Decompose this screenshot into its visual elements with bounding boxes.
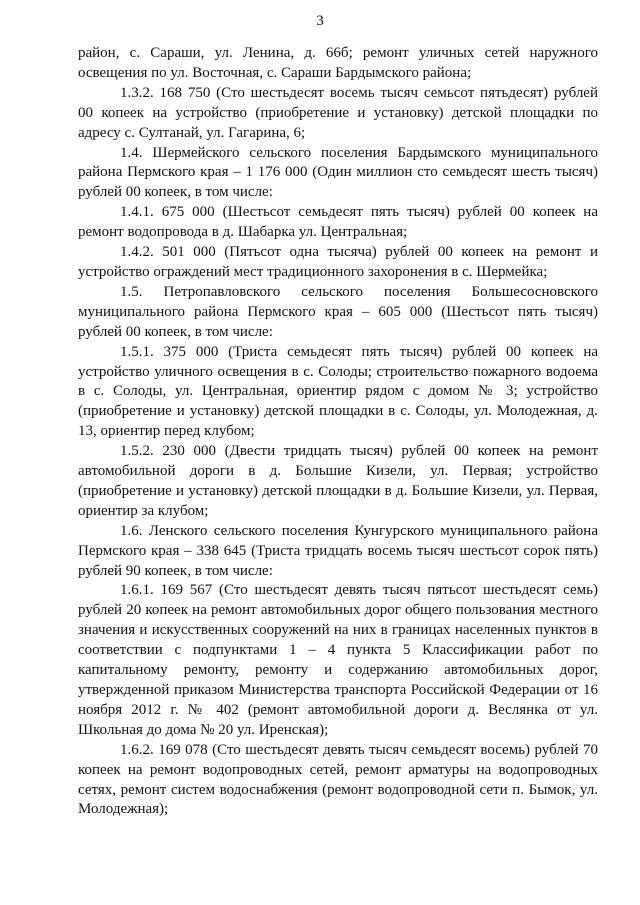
paragraph-1-4-2: 1.4.2. 501 000 (Пятьсот одна тысяча) рублей 00 копеек на ремонт и устройство ограждений мест традиционного захоронения в с. Шермейка; xyxy=(78,244,598,280)
page-number: 3 xyxy=(316,13,324,29)
paragraph-1-4-1: 1.4.1. 675 000 (Шестьсот семьдесят пять тысяч) рублей 00 копеек на ремонт водопровода в д. Шабарка ул. Центральная; xyxy=(78,204,598,241)
paragraph-1-3-2: 1.3.2. 168 750 (Сто шестьдесят восемь тысяч семьсот пятьдесят) рублей 00 копеек на устройство (приобретение и установку) детской площадки по адресу с. Султанай, ул. Гагарина, 6; xyxy=(78,84,598,141)
paragraph-1-6: 1.6. Ленского сельского поселения Кунгурского муниципального района Пермского края – 338 645 (Триста тридцать восемь тысяч шестьсот сорок пять) рублей 90 копеек, в том числе: xyxy=(78,522,598,579)
paragraph-continuation: район, с. Сараши, ул. Ленина, д. 66б; ремонт уличных сетей наружного освещения по ул. Восточная, с. Сараши Бардымского района; xyxy=(78,45,598,81)
paragraph-1-5-2: 1.5.2. 230 000 (Двести тридцать тысяч) рублей 00 копеек на ремонт автомобильной дороги в д. Большие Кизели, ул. Первая; устройство (приобретение и установку) детской площадки в д. Большие Кизели, ул. Первая, ориентир за клубом; xyxy=(78,443,598,519)
paragraph-1-6-1: 1.6.1. 169 567 (Сто шестьдесят девять тысяч пятьсот шестьдесят семь) рублей 20 копеек на ремонт автомобильных дорог общего пользования местного значения и искусственных сооружений на них в границах населенных пунктов в соответствии с подпунктами 1 – 4 пункта 5 Классификации работ по капитальному ремонту, ремонту и содержанию автомобильных дорог, утвержденной приказом Министерства транспорта Российской Федерации от 16 ноября 2012 г. № 402 (ремонт автомобильной дороги д. Веслянка от ул. Школьная до дома № 20 ул. Иренская); xyxy=(78,582,598,738)
paragraph-1-4: 1.4. Шермейского сельского поселения Бардымского муниципального района Пермского края – 1 176 000 (Один миллион сто семьдесят шесть тысяч) рублей 00 копеек, в том числе: xyxy=(78,144,598,201)
paragraph-1-5: 1.5. Петропавловского сельского поселения Большесосновского муниципального района Пермского края – 605 000 (Шестьсот пять тысяч) рублей 00 копеек, в том числе: xyxy=(78,283,598,340)
paragraph-1-6-2: 1.6.2. 169 078 (Сто шестьдесят девять тысяч семьдесят восемь) рублей 70 копеек на ремонт водопроводных сетей, ремонт арматуры на водопроводных сетях, ремонт систем водоснабжения (ремонт водопроводной сети п. Бымок, ул. Молодежная); xyxy=(78,741,598,818)
paragraph-1-5-1: 1.5.1. 375 000 (Триста семьдесят пять тысяч) рублей 00 копеек на устройство уличного освещения в с. Солоды; строительство пожарного водоема в с. Солоды, ул. Центральная, ориентир рядом с домом № 3; устройство (приобретение и установку) детской площадки в с. Солоды, ул. Молодежная, д. 13, ориентир перед клубом; xyxy=(78,343,598,440)
document-body xyxy=(78,44,598,820)
